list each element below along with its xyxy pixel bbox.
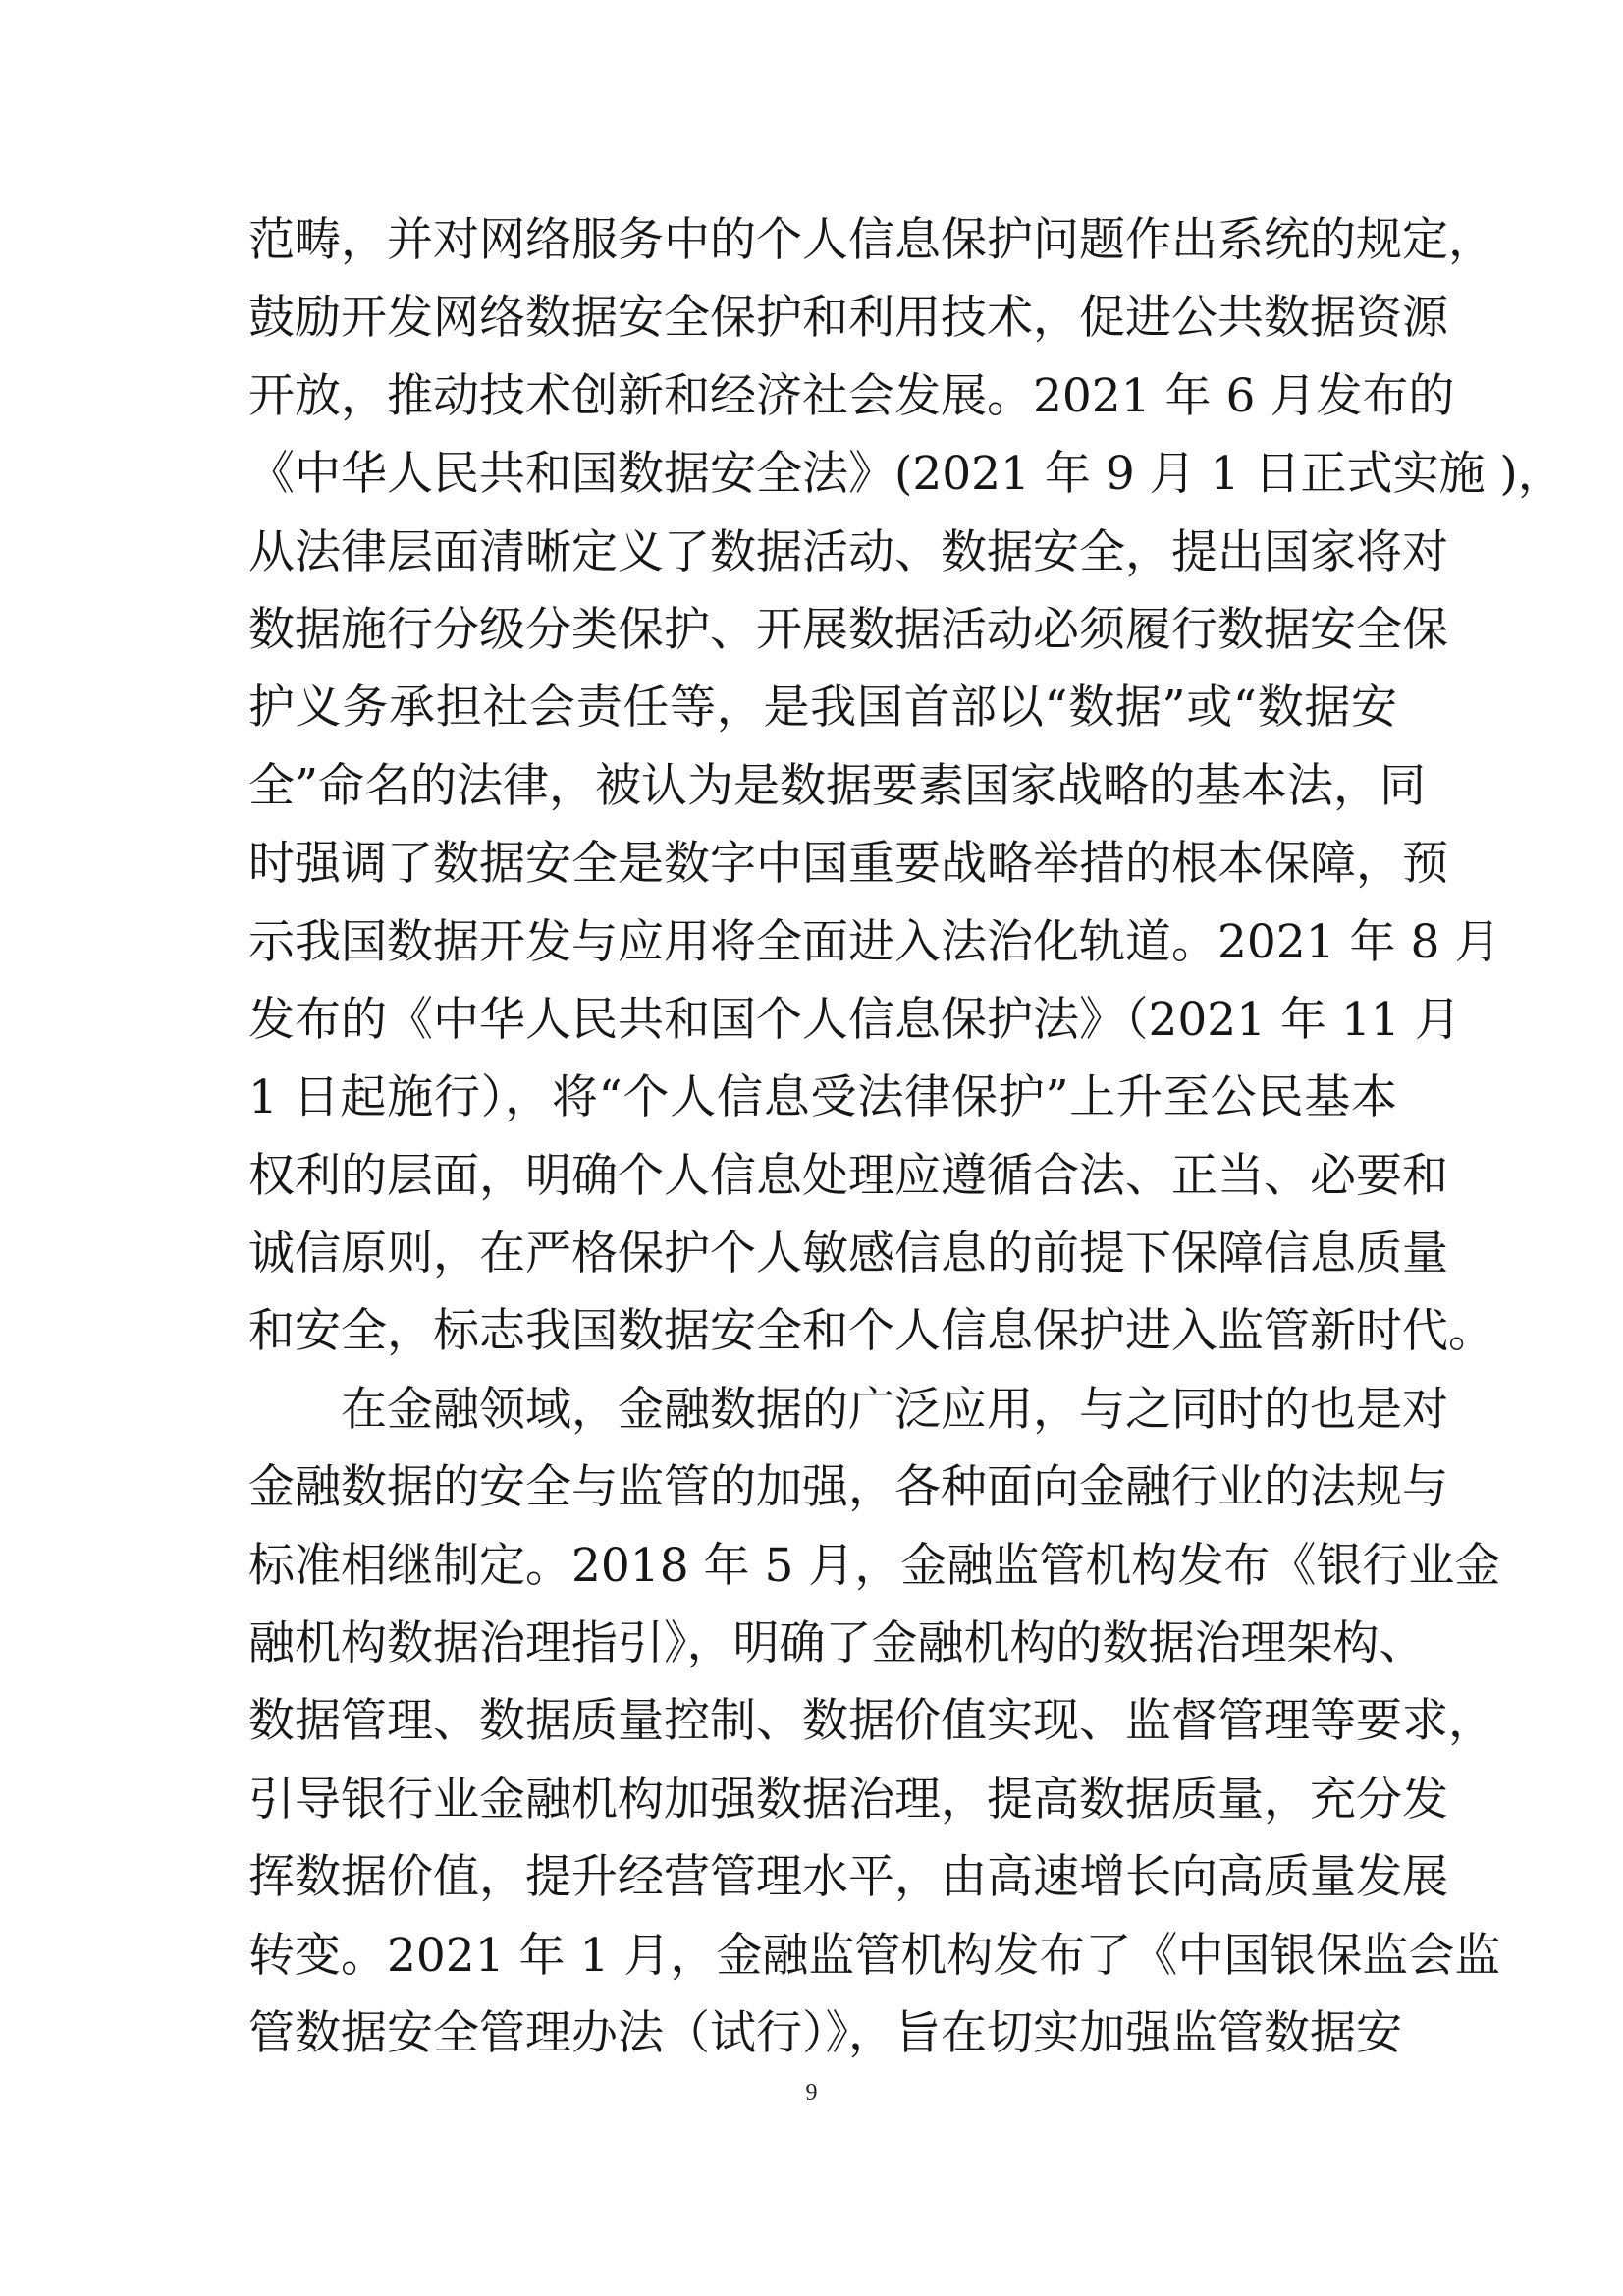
text-line: 融机构数据治理指引》，明确了金融机构的数据治理架构、	[248, 1616, 1426, 1671]
text-line: 金融数据的安全与监管的加强，各种面向金融行业的法规与	[248, 1460, 1448, 1515]
text-line: 权利的层面，明确个人信息处理应遵循合法、正当、必要和	[248, 1148, 1448, 1203]
text-line: 全”命名的法律，被认为是数据要素国家战略的基本法，同	[248, 758, 1427, 813]
text-line: 数据施行分级分类保护、开展数据活动必须履行数据安全保	[248, 602, 1448, 657]
text-line: 《中华人民共和国数据安全法》(2021 年 9 月 1 日正式实施 )，	[248, 447, 1564, 502]
text-line: 引导银行业金融机构加强数据治理，提高数据质量，充分发	[248, 1772, 1448, 1827]
page-number: 9	[805, 2080, 818, 2105]
text-line: 范畴，并对网络服务中的个人信息保护问题作出系统的规定，	[248, 213, 1494, 267]
text-line: 发布的《中华人民共和国个人信息保护法》（2021 年 11 月	[248, 992, 1461, 1047]
text-line: 1 日起施行），将“个人信息受法律保护”上升至公民基本	[248, 1070, 1397, 1125]
text-line: 标准相继制定。2018 年 5 月，金融监管机构发布《银行业金	[248, 1538, 1501, 1593]
text-line: 护义务承担社会责任等，是我国首部以“数据”或“数据安	[248, 681, 1397, 736]
text-line: 数据管理、数据质量控制、数据价值实现、监督管理等要求，	[248, 1694, 1494, 1749]
text-line: 在金融领域，金融数据的广泛应用，与之同时的也是对	[341, 1382, 1448, 1437]
text-line: 挥数据价值，提升经营管理水平，由高速增长向高质量发展	[248, 1850, 1448, 1905]
text-line: 鼓励开发网络数据安全保护和利用技术，促进公共数据资源	[248, 291, 1448, 346]
text-line: 开放，推动技术创新和经济社会发展。2021 年 6 月发布的	[248, 368, 1455, 423]
text-line: 转变。2021 年 1 月，金融监管机构发布了《中国银保监会监	[248, 1928, 1501, 1983]
text-line: 示我国数据开发与应用将全面进入法治化轨道。2021 年 8 月	[248, 914, 1501, 969]
text-line: 诚信原则，在严格保护个人敏感信息的前提下保障信息质量	[248, 1227, 1448, 1282]
text-line: 从法律层面清晰定义了数据活动、数据安全，提出国家将对	[248, 524, 1448, 579]
document-body	[248, 201, 1564, 2072]
paragraph-1	[248, 201, 1564, 1371]
text-line: 时强调了数据安全是数字中国重要战略举措的根本保障，预	[248, 837, 1448, 892]
text-line: 管数据安全管理办法（试行）》，旨在切实加强监管数据安	[248, 2005, 1402, 2060]
text-line: 和安全，标志我国数据安全和个人信息保护进入监管新时代。	[248, 1304, 1494, 1359]
paragraph-2	[248, 1371, 1501, 2073]
